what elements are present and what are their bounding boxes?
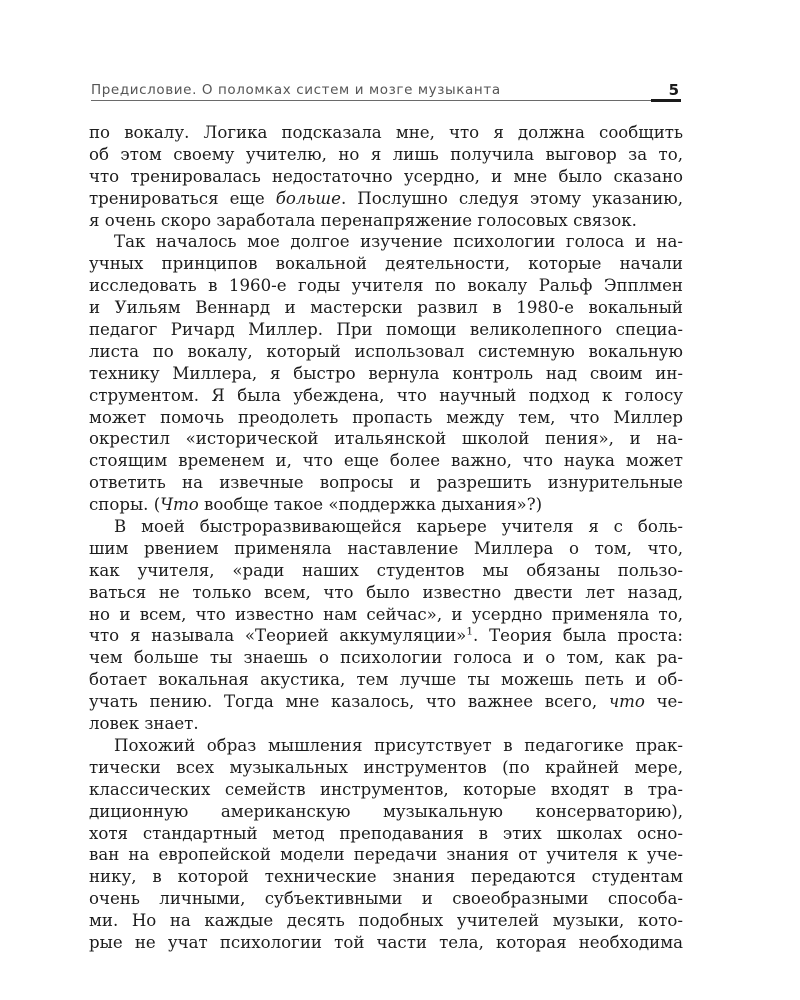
- text-line: [89, 428, 683, 450]
- text-segment: . Послушно следуя этому указанию,: [340, 188, 683, 208]
- text-segment: . Теория была проста:: [473, 626, 683, 646]
- text-line: [89, 319, 683, 341]
- text-segment: Похожий образ мышления присутствует в педагогике прак-: [114, 735, 683, 755]
- text-line: [89, 823, 683, 845]
- text-segment: технику Миллера, я быстро вернула контроль над своим ин-: [89, 363, 683, 383]
- text-segment: рые не учат психологии той части тела, которая необходима: [89, 932, 683, 952]
- text-line: [89, 669, 683, 691]
- text-line: [89, 188, 683, 210]
- text-line: [89, 253, 683, 275]
- emphasis: что: [608, 692, 645, 712]
- text-line: [89, 866, 683, 888]
- text-line: [89, 472, 683, 494]
- page-number: 5: [668, 81, 679, 99]
- text-line: [89, 888, 683, 910]
- text-line: [89, 144, 683, 166]
- text-line: [89, 779, 683, 801]
- text-segment: вообще такое «поддержка дыхания»?): [198, 495, 543, 515]
- text-segment: педагог Ричард Миллер. При помощи великолепного специа-: [89, 320, 683, 340]
- text-segment: но и всем, что известно нам сейчас», и усердно применяла то,: [89, 604, 683, 624]
- text-segment: споры. (: [89, 495, 161, 515]
- text-segment: что я называла «Теорией аккумуляции»: [89, 626, 467, 646]
- text-segment: я очень скоро заработала перенапряжение голосовых связок.: [89, 210, 637, 230]
- emphasis: Что: [160, 495, 199, 515]
- text-segment: может помочь преодолеть пропасть между тем, что Миллер: [89, 407, 683, 427]
- text-segment: как учителя, «ради наших студентов мы обязаны пользо-: [89, 560, 683, 580]
- text-segment: об этом своему учителю, но я лишь получила выговор за то,: [89, 144, 683, 164]
- text-segment: ваться не только всем, что было известно двести лет назад,: [89, 582, 683, 602]
- text-line: [89, 516, 683, 538]
- text-line: [89, 844, 683, 866]
- text-segment: окрестил «исторической итальянской школой пения», и на-: [89, 429, 683, 449]
- text-line: [89, 538, 683, 560]
- text-line: [89, 122, 683, 144]
- text-segment: и Уильям Веннард и мастерски развил в 1980-е вокальный: [89, 298, 683, 318]
- text-segment: Так началось мое долгое изучение психологии голоса и на-: [114, 232, 683, 252]
- text-line: [89, 625, 683, 647]
- text-segment: диционную американскую музыкальную консерваторию),: [89, 801, 683, 821]
- running-head: [91, 80, 681, 100]
- text-line: [89, 275, 683, 297]
- text-line: [89, 494, 683, 516]
- body-text: [89, 122, 683, 954]
- running-title: Предисловие. О поломках систем и мозге музыканта: [91, 82, 501, 98]
- text-segment: струментом. Я была убеждена, что научный подход к голосу: [89, 385, 683, 405]
- header-rule: [91, 100, 681, 101]
- text-line: [89, 297, 683, 319]
- text-segment: учать пению. Тогда мне казалось, что важнее всего,: [89, 692, 609, 712]
- text-segment: нику, в которой технические знания передаются студентам: [89, 867, 683, 887]
- text-line: [89, 166, 683, 188]
- text-segment: че-: [644, 692, 683, 712]
- text-segment: шим рвением применяла наставление Миллера о том, что,: [89, 538, 683, 558]
- text-segment: тренироваться еще: [89, 188, 276, 208]
- text-line: [89, 341, 683, 363]
- text-line: [89, 363, 683, 385]
- text-line: [89, 735, 683, 757]
- footnote-marker: 1: [466, 625, 474, 638]
- text-line: [89, 801, 683, 823]
- emphasis: больше: [275, 188, 341, 208]
- text-segment: чем больше ты знаешь о психологии голоса и о том, как ра-: [89, 648, 683, 668]
- text-line: [89, 407, 683, 429]
- text-segment: листа по вокалу, который использовал системную вокальную: [89, 341, 683, 361]
- text-line: [89, 713, 683, 735]
- text-segment: ботает вокальная акустика, тем лучше ты можешь петь и об-: [89, 670, 683, 690]
- text-segment: ми. Но на каждые десять подобных учителей музыки, кото-: [89, 911, 683, 931]
- text-line: [89, 691, 683, 713]
- text-line: [89, 604, 683, 626]
- text-line: [89, 647, 683, 669]
- text-line: [89, 231, 683, 253]
- text-segment: ответить на извечные вопросы и разрешить изнурительные: [89, 473, 683, 493]
- text-line: [89, 582, 683, 604]
- text-line: [89, 210, 683, 232]
- text-line: [89, 932, 683, 954]
- text-segment: исследовать в 1960-е годы учителя по вокалу Ральф Эпплмен: [89, 276, 683, 296]
- text-line: [89, 450, 683, 472]
- text-segment: стоящим временем и, что еще более важно, что наука может: [89, 451, 683, 471]
- page-number-underline: [651, 99, 681, 102]
- text-line: [89, 757, 683, 779]
- text-segment: очень личными, субъективными и своеобразными способа-: [89, 889, 683, 909]
- text-line: [89, 560, 683, 582]
- text-segment: ловек знает.: [89, 714, 199, 734]
- text-segment: что тренировалась недостаточно усердно, и мне было сказано: [89, 166, 683, 186]
- text-segment: по вокалу. Логика подсказала мне, что я должна сообщить: [89, 123, 683, 142]
- text-segment: учных принципов вокальной деятельности, которые начали: [89, 254, 683, 274]
- text-segment: хотя стандартный метод преподавания в этих школах осно-: [89, 823, 683, 843]
- text-segment: тически всех музыкальных инструментов (по крайней мере,: [89, 757, 683, 777]
- text-segment: В моей быстроразвивающейся карьере учителя я с боль-: [114, 517, 683, 537]
- text-line: [89, 385, 683, 407]
- text-segment: ван на европейской модели передачи знания от учителя к уче-: [89, 845, 683, 865]
- text-segment: классических семейств инструментов, которые входят в тра-: [89, 779, 683, 799]
- text-line: [89, 910, 683, 932]
